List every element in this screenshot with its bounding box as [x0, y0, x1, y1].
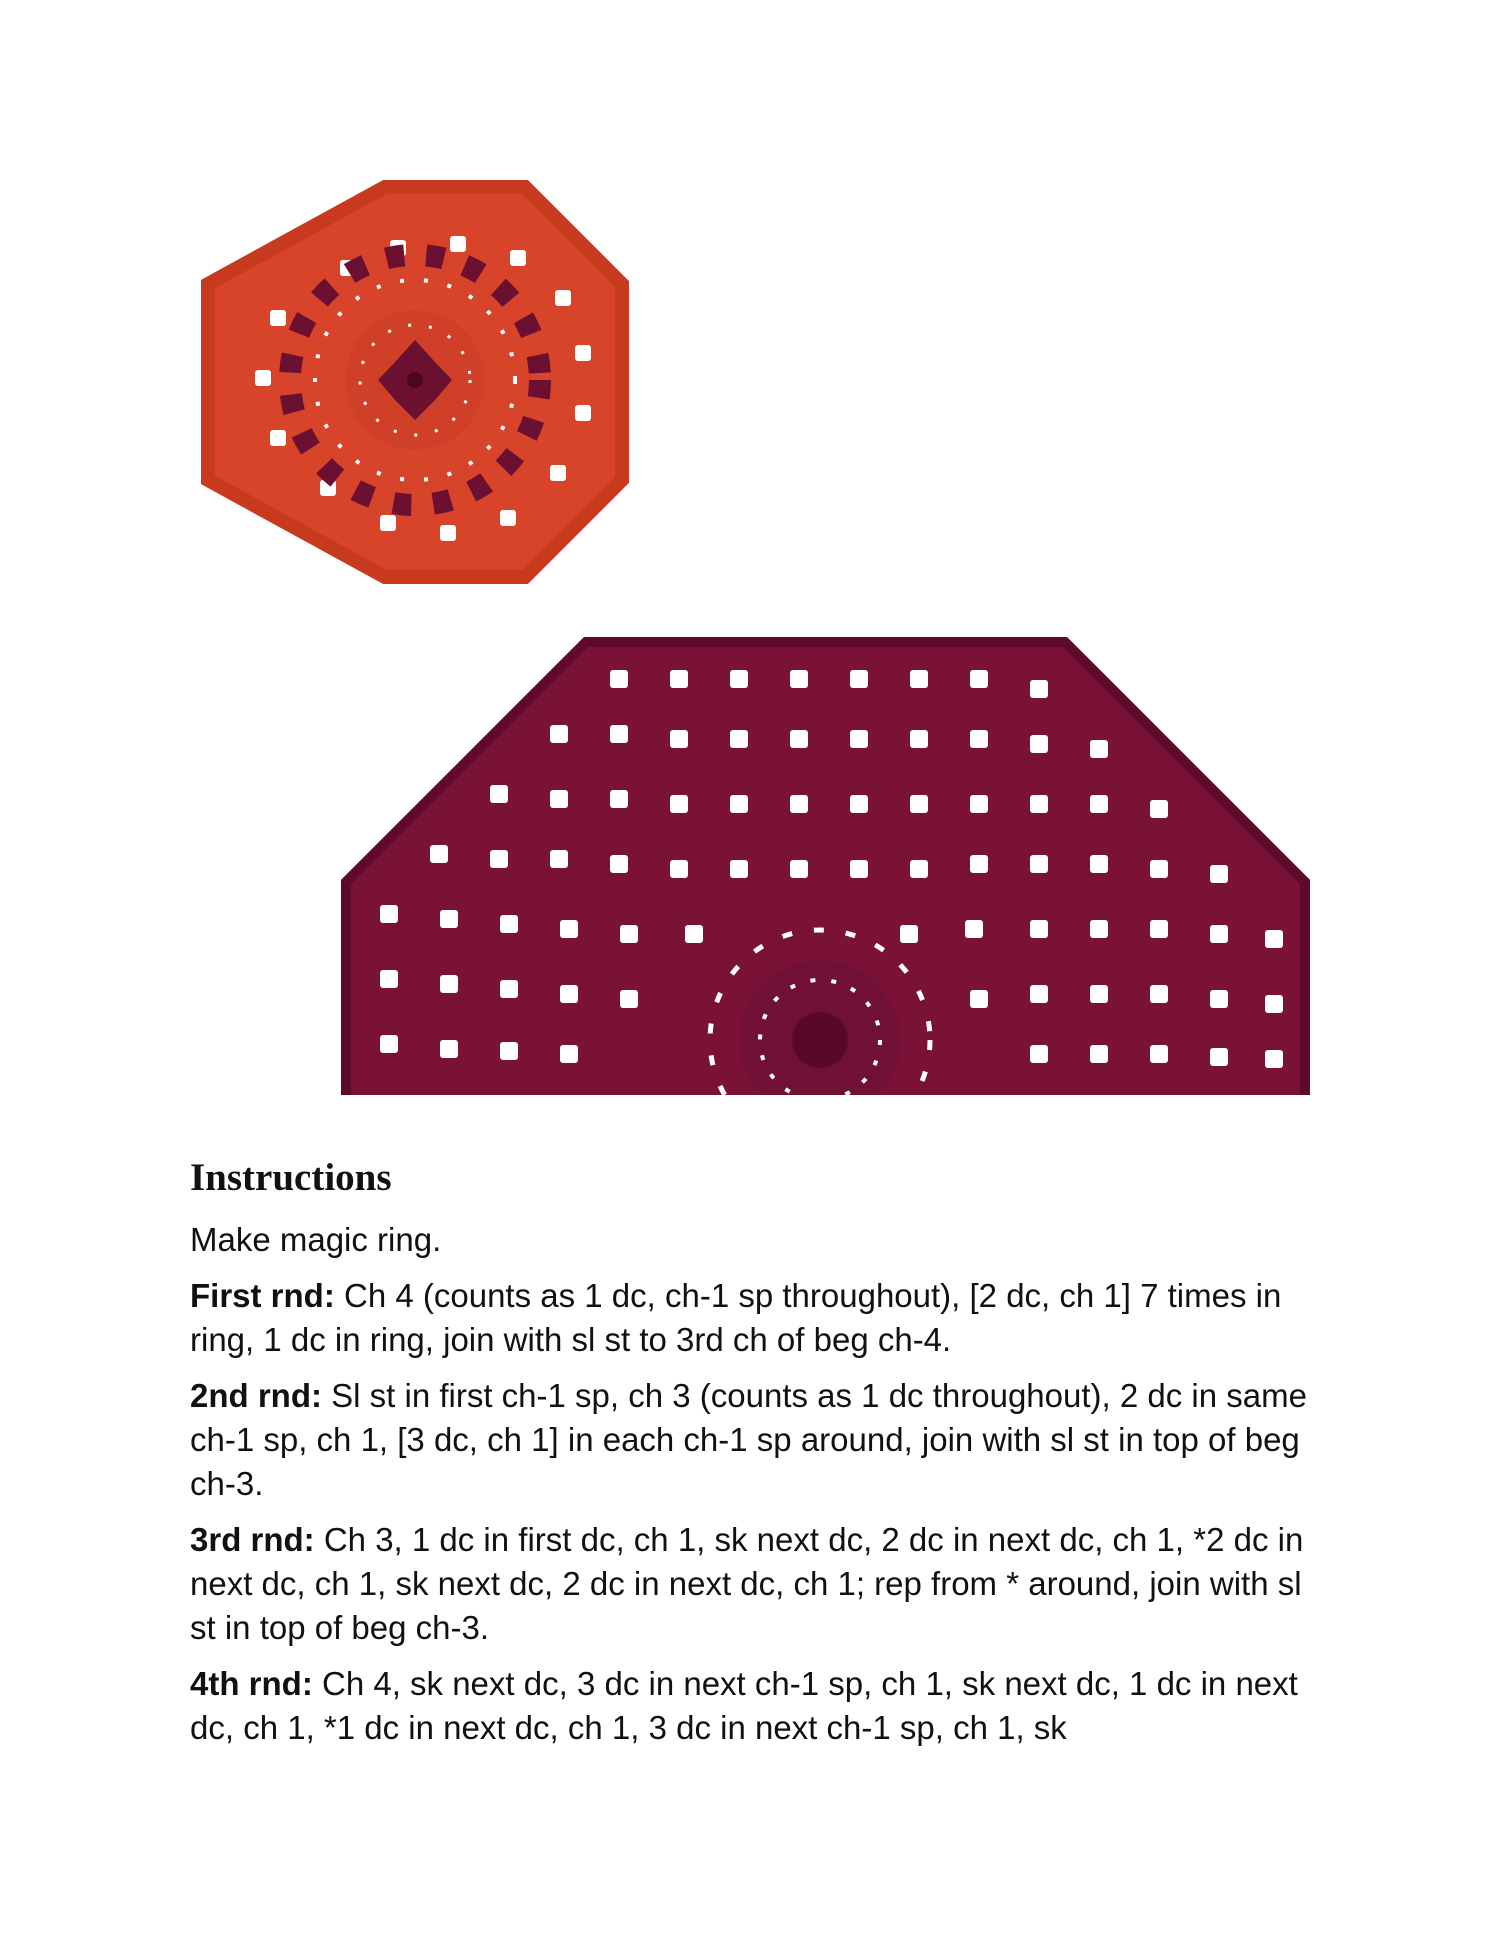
round-text: Sl st in first ch-1 sp, ch 3 (counts as 1 dc throughout), 2 dc in same ch-1 sp, ch 1, [3 dc, ch 1] in each ch-1 sp around, join with sl st in top of beg ch-3.: [190, 1376, 1307, 1502]
round-1: [190, 1274, 1320, 1362]
round-2: [190, 1374, 1320, 1506]
round-text: Ch 4, sk next dc, 3 dc in next ch-1 sp, ch 1, sk next dc, 1 dc in next dc, ch 1, *1 dc in next dc, ch 1, 3 dc in next ch-1 sp, ch 1, sk: [190, 1664, 1298, 1746]
crochet-motifs-photo: [190, 180, 1320, 1095]
purple-octagon-motif: [346, 642, 1305, 1095]
round-label: 2nd rnd:: [190, 1376, 322, 1414]
round-4: [190, 1662, 1320, 1750]
instructions-section: [190, 1155, 1340, 1762]
round-3: [190, 1518, 1320, 1650]
round-text: Ch 4 (counts as 1 dc, ch-1 sp throughout), [2 dc, ch 1] 7 times in ring, 1 dc in ring, join with sl st to 3rd ch of beg ch-4.: [190, 1276, 1282, 1358]
orange-octagon-motif: [208, 187, 622, 577]
round-label: 4th rnd:: [190, 1664, 313, 1702]
instructions-heading: Instructions: [190, 1156, 392, 1199]
round-label: 3rd rnd:: [190, 1520, 315, 1558]
round-text: Ch 3, 1 dc in first dc, ch 1, sk next dc, 2 dc in next dc, ch 1, *2 dc in next dc, ch 1, sk next dc, 2 dc in next dc, ch 1; rep from * around, join with sl st in top of beg ch-3.: [190, 1520, 1304, 1646]
round-label: First rnd:: [190, 1276, 335, 1314]
intro-text: Make magic ring.: [190, 1220, 442, 1258]
